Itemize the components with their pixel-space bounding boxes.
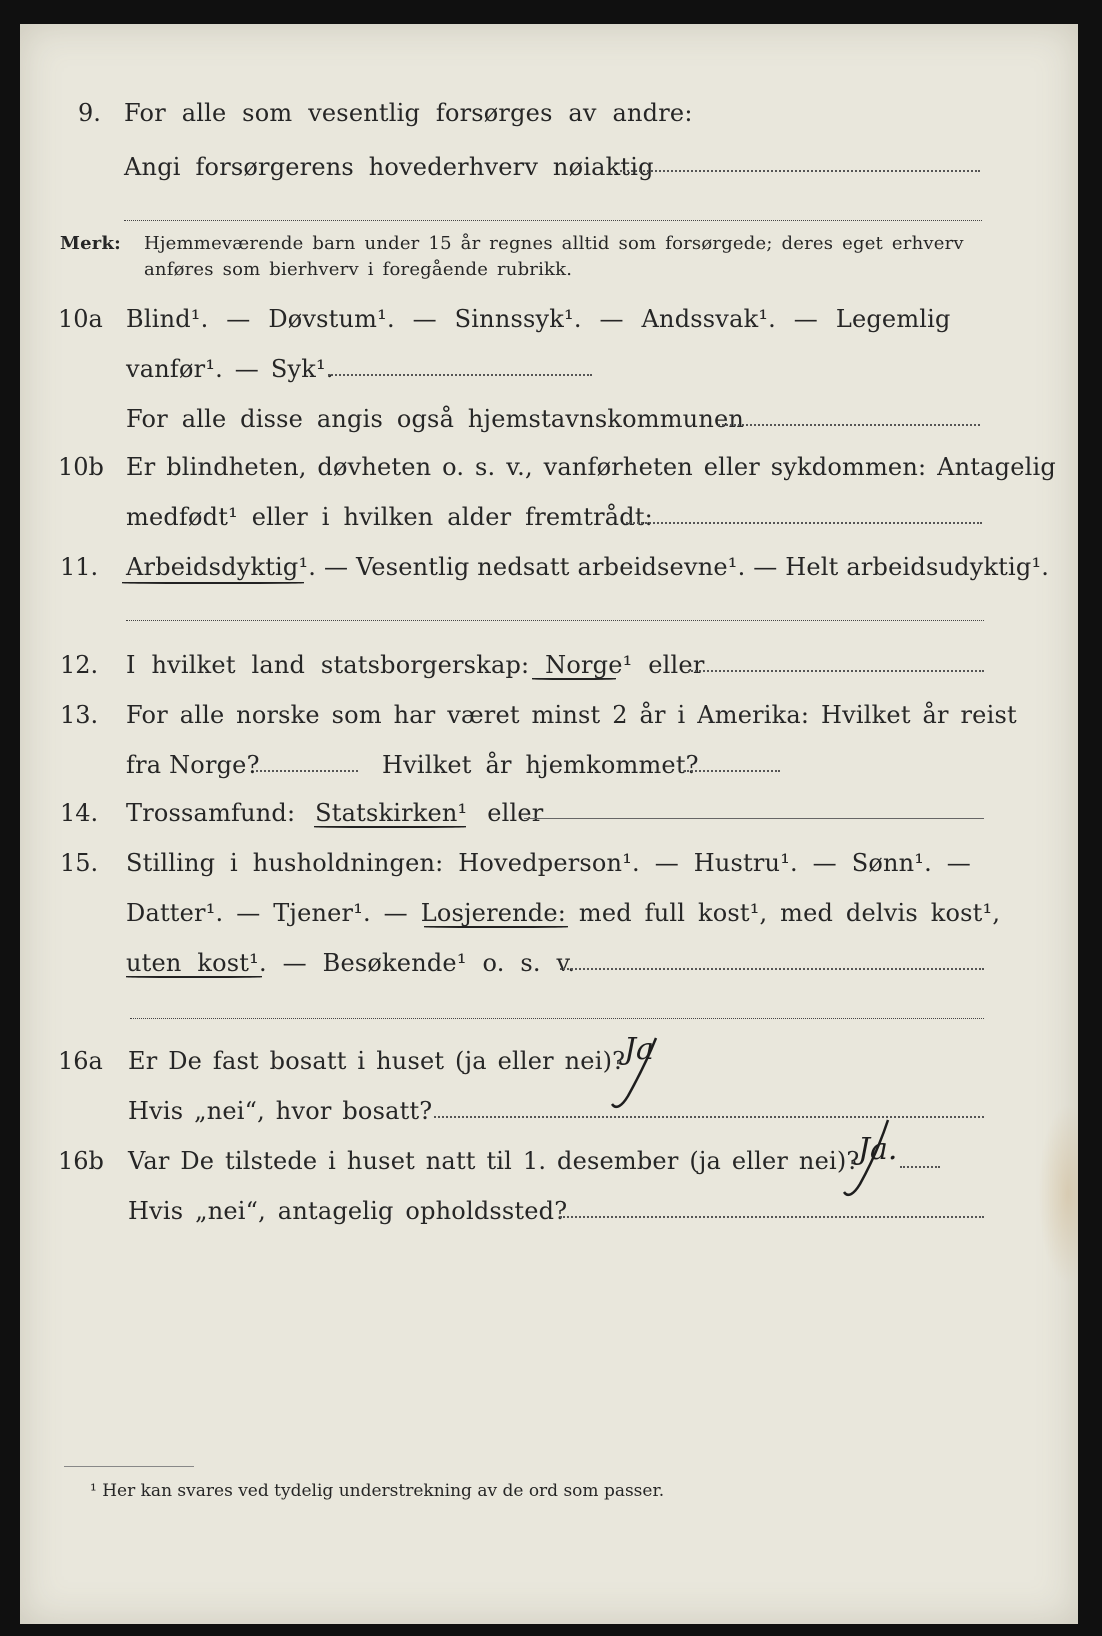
footnote-rule xyxy=(64,1466,194,1467)
q16a-answer-line xyxy=(434,1116,984,1118)
q13-return-year-line xyxy=(684,770,780,772)
q9-line1: For alle som vesentlig forsørges av andre: xyxy=(124,99,693,127)
q12-line1: I hvilket land statsborgerskap: Norge¹ eller xyxy=(126,651,705,679)
q9-answer-line xyxy=(620,170,980,172)
q13-line2b: Hvilket år hjemkommet? xyxy=(382,751,699,779)
q16a-number: 16a xyxy=(58,1047,103,1075)
q10a-answer-line xyxy=(328,374,592,376)
q15-handwritten-underline-losjerende xyxy=(424,926,568,928)
q13-emigration-year-line xyxy=(256,770,358,772)
q15-extra-line xyxy=(130,1018,984,1019)
q10a-line1: Blind¹. — Døvstum¹. — Sinnssyk¹. — Andssvak¹. — Legemlig xyxy=(126,305,951,333)
merk-label: Merk: xyxy=(60,233,121,254)
q15-number: 15. xyxy=(60,849,99,877)
q9-line2: Angi forsørgerens hovederhverv nøiaktig xyxy=(124,153,654,181)
q14-answer-line xyxy=(524,818,984,819)
q16b-number: 16b xyxy=(58,1147,104,1175)
q14-handwritten-underline xyxy=(314,826,466,828)
q10a-line3: For alle disse angis også hjemstavnskommunen xyxy=(126,405,745,433)
q16b-handwritten-answer: Ja. xyxy=(858,1132,898,1167)
q11-number: 11. xyxy=(60,553,99,581)
q16b-handwriting-stroke xyxy=(838,1114,898,1204)
q9-number: 9. xyxy=(78,99,101,127)
merk-line1: Hjemmeværende barn under 15 år regnes alltid som forsørgede; deres eget erhverv xyxy=(144,233,964,254)
q10a-number: 10a xyxy=(58,305,103,333)
q10b-line1: Er blindheten, døvheten o. s. v., vanførheten eller sykdommen: Antagelig xyxy=(126,453,1056,481)
q16b-line2: Hvis „nei“, antagelig opholdssted? xyxy=(128,1197,568,1225)
q12-answer-line xyxy=(688,670,984,672)
q16b-answer-line xyxy=(900,1166,940,1168)
q13-line1: For alle norske som har været minst 2 år i Amerika: Hvilket år reist xyxy=(126,701,1017,729)
footnote: ¹ Her kan svares ved tydelig understrekning av de ord som passer. xyxy=(90,1481,665,1501)
q15-handwritten-underline-uten-kost xyxy=(126,976,262,978)
q10b-answer-line xyxy=(626,522,982,524)
q15-line2: Datter¹. — Tjener¹. — Losjerende: med full kost¹, med delvis kost¹, xyxy=(126,899,1001,927)
q10b-line2: medfødt¹ eller i hvilken alder fremtrådt: xyxy=(126,503,653,531)
q16a-handwritten-answer: Ja xyxy=(624,1032,654,1067)
q10a-line2: vanfør¹. — Syk¹. xyxy=(126,355,334,383)
q13-number: 13. xyxy=(60,701,99,729)
q16a-line2: Hvis „nei“, hvor bosatt? xyxy=(128,1097,433,1125)
q16b-location-line xyxy=(560,1216,984,1218)
q12-handwritten-underline xyxy=(532,678,616,680)
q16b-line1: Var De tilstede i huset natt til 1. desember (ja eller nei)? xyxy=(128,1147,860,1175)
q10b-number: 10b xyxy=(58,453,104,481)
census-form-page xyxy=(20,24,1078,1624)
q13-line2a: fra Norge? xyxy=(126,751,260,779)
q15-line1: Stilling i husholdningen: Hovedperson¹. — Hustru¹. — Sønn¹. — xyxy=(126,849,971,877)
q10a-municipality-line xyxy=(718,424,980,426)
q14-number: 14. xyxy=(60,799,99,827)
q11-line1: Arbeidsdyktig¹. — Vesentlig nedsatt arbeidsevne¹. — Helt arbeidsudyktig¹. xyxy=(126,553,1050,581)
paper-stain xyxy=(1038,1104,1078,1284)
merk-line2: anføres som bierhverv i foregående rubrikk. xyxy=(144,259,573,280)
q15-answer-line xyxy=(560,968,984,970)
q11-handwritten-underline xyxy=(122,582,304,584)
q16a-line1: Er De fast bosatt i huset (ja eller nei)? xyxy=(128,1047,626,1075)
q9-extra-line xyxy=(124,220,982,221)
q16a-handwriting-stroke xyxy=(608,1034,668,1114)
q11-extra-line xyxy=(126,620,984,621)
q15-line3: uten kost¹. — Besøkende¹ o. s. v. xyxy=(126,949,576,977)
q14-line1: Trossamfund: Statskirken¹ eller xyxy=(126,799,544,827)
q12-number: 12. xyxy=(60,651,99,679)
